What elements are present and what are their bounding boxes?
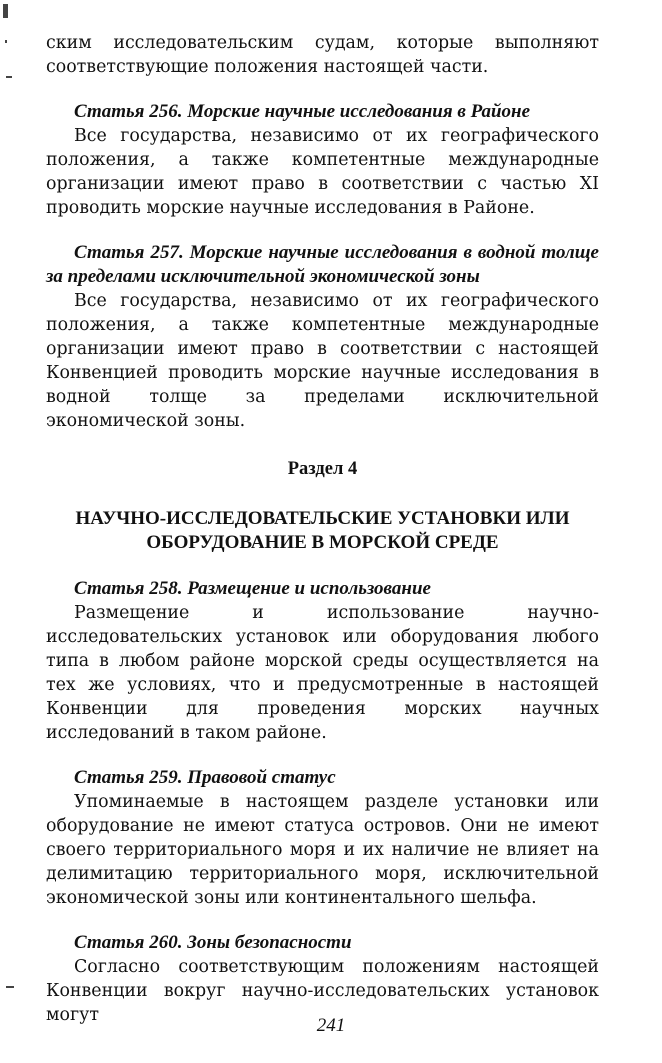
article-260 bbox=[46, 931, 599, 1027]
scan-mark bbox=[3, 4, 8, 18]
article-title: Статья 260. Зоны безопасности bbox=[74, 932, 352, 953]
scan-mark bbox=[6, 986, 14, 988]
page-number: 241 bbox=[316, 1015, 346, 1036]
article-body: Размещение и использование научно-исследовательских установок или оборудования любого типа в любом районе морской среды осуществляется на тех же условиях, что и предусмотренные в настоящей Конвенции для проведения морских научных исследований в таком районе. bbox=[46, 603, 599, 743]
article-257 bbox=[46, 241, 599, 433]
article-body: Все государства, независимо от их географического положения, а также компетентные международные организации имеют право в соответствии с частью XI проводить морские научные исследования в Районе. bbox=[46, 126, 599, 218]
section-title: НАУЧНО-ИССЛЕДОВАТЕЛЬСКИЕ УСТАНОВКИ ИЛИ ОБОРУДОВАНИЕ В МОРСКОЙ СРЕДЕ bbox=[75, 508, 570, 553]
article-256 bbox=[46, 100, 599, 220]
article-title: Статья 259. Правовой статус bbox=[74, 767, 336, 788]
article-title: Статья 257. Морские научные исследования в водной толще за пределами исключительной экономической зоны bbox=[46, 242, 599, 287]
article-title: Статья 256. Морские научные исследования в Районе bbox=[74, 101, 531, 122]
scan-mark bbox=[5, 40, 7, 43]
section-label: Раздел 4 bbox=[287, 459, 358, 479]
intro-text: ским исследовательским судам, которые выполняют соответствующие положения настоящей части. bbox=[46, 33, 599, 77]
page-content bbox=[46, 31, 599, 1027]
article-258 bbox=[46, 577, 599, 745]
scan-mark bbox=[6, 76, 12, 78]
article-title: Статья 258. Размещение и использование bbox=[74, 578, 431, 599]
article-body: Упоминаемые в настоящем разделе установки или оборудование не имеют статуса островов. Они не имеют своего территориального моря и их наличие не влияет на делимитацию территориального моря, исключительной экономической зоны или континентального шельфа. bbox=[46, 792, 599, 908]
article-body: Согласно соответствующим положениям настоящей Конвенции вокруг научно-исследовательских установок могут bbox=[46, 957, 599, 1025]
article-body: Все государства, независимо от их географического положения, а также компетентные международные организации имеют право в соответствии с настоящей Конвенцией проводить морские научные исследования в водной толще за пределами исключительной экономической зоны. bbox=[46, 291, 599, 431]
article-259 bbox=[46, 766, 599, 910]
